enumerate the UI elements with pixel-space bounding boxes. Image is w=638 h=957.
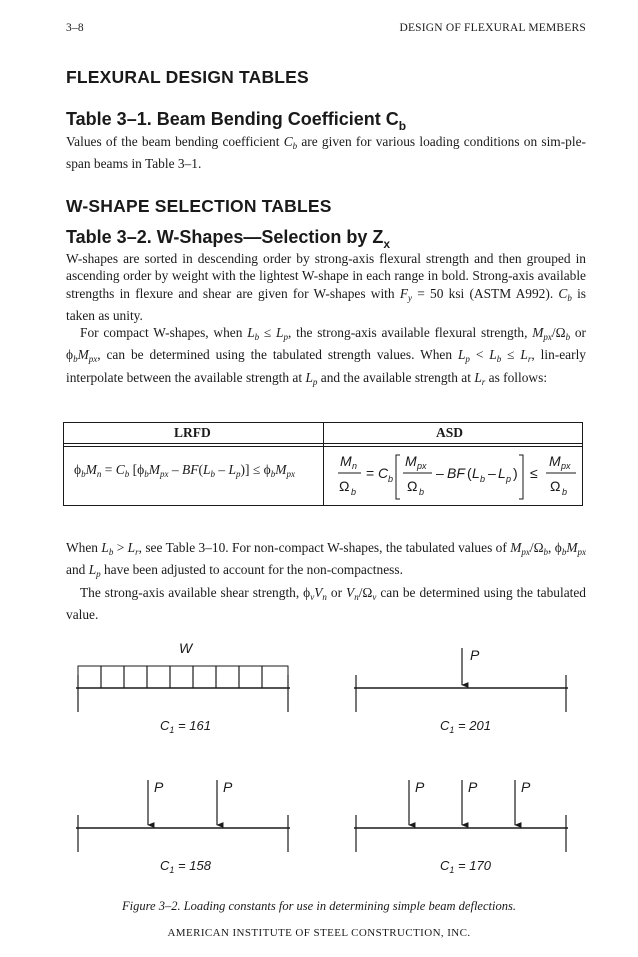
publisher-footer: AMERICAN INSTITUTE OF STEEL CONSTRUCTION, INC. — [167, 927, 471, 939]
svg-text:M: M — [549, 453, 561, 469]
svg-text:b: b — [562, 487, 568, 497]
load-label-p: P — [415, 779, 425, 795]
svg-text:n: n — [352, 461, 358, 471]
load-label-p: P — [470, 647, 480, 663]
svg-text:px: px — [561, 461, 571, 471]
table-3-1-description: Values of the beam bending coefficient $C_b$ are given for various loading conditions on sim-ple-span beams in Table 3–1. — [66, 134, 586, 172]
svg-text:=: = — [366, 465, 375, 481]
svg-text:≤: ≤ — [530, 465, 538, 481]
load-label-p: P — [223, 779, 233, 795]
svg-text:C: C — [378, 465, 389, 481]
p4-text-c: , — [548, 540, 555, 555]
svg-text:b: b — [480, 474, 486, 484]
p3-text-d: , can be determined using the tabulated strength values. When — [97, 347, 458, 363]
table-3-2-title-sub: x — [383, 237, 391, 251]
p3-text-b: , the strong-axis available flexural strength, — [287, 325, 533, 341]
p3-text-g: as follows: — [485, 369, 548, 385]
p3-text-e: , lin-early interpolate between the available strength at — [66, 347, 587, 385]
lrfd-header: LRFD — [174, 425, 211, 440]
p4-text-b: , see Table 3–10. For non-compact W-shapes, the tabulated values of — [138, 540, 511, 555]
coefficient-label: $C_1 = 161$ — [160, 718, 211, 735]
p5-text-a: The strong-axis available shear strength, — [80, 584, 304, 600]
svg-text:M: M — [340, 453, 352, 469]
lrfd-asd-equation-table — [63, 422, 583, 506]
running-title: DESIGN OF FLEXURAL MEMBERS — [399, 22, 586, 34]
w-shape-selection-heading: W-SHAPE SELECTION TABLES — [66, 196, 332, 216]
p3-text-a: For compact W-shapes, when — [80, 325, 248, 341]
p2-text-b: = 50 ksi (ASTM A992). — [412, 285, 559, 301]
two-point-loads-diagram — [76, 780, 290, 852]
p1-text-a: Values of the beam bending coefficient — [66, 134, 284, 149]
svg-text:Ω: Ω — [550, 478, 561, 494]
load-label-p: P — [521, 779, 531, 795]
table-3-2-title — [66, 227, 390, 251]
uniform-load-diagram — [76, 666, 290, 712]
svg-text:Ω: Ω — [339, 478, 350, 494]
p4-text-a: When — [66, 540, 102, 555]
svg-text:px: px — [417, 461, 427, 471]
load-label-w: W — [179, 640, 193, 656]
svg-text:BF: BF — [447, 465, 465, 481]
p3-text-c: or — [570, 325, 586, 341]
figure-caption: Figure 3–2. Loading constants for use in determining simple beam deflections. — [122, 899, 516, 913]
svg-text:–: – — [436, 465, 444, 481]
table-3-2-title-text: Table 3–2. W-Shapes—Selection by Z — [66, 227, 384, 247]
svg-text:–: – — [488, 465, 496, 481]
svg-text:Ω: Ω — [407, 478, 418, 494]
lrfd-equation: $\phi_bM_n = C_b$ $[\phi_bM_{px} - BF(L_b - L_p)] \le \phi_bM_{px}$ — [74, 462, 296, 479]
load-label-p: P — [468, 779, 478, 795]
svg-text:L: L — [498, 465, 506, 481]
p1-text-b: are given for various loading conditions on sim-ple-span beams in Table 3–1. — [66, 134, 586, 172]
table-3-1-title-sub: b — [398, 119, 407, 133]
table-3-2-description: W-shapes are sorted in descending order by strong-axis flexural strength and then grouped in ascending order by weight with the lightest W-shape in each range in bold. Strong-axis available strengths in flexure and shear are given for W-shapes with $F_y = 50$ ksi (ASTM A992). $C_b$ is taken as unity. For compact W-shapes, when $L_b \le L_p$, the strong-axis available flexural strength, $M_{px}/\Omega_b$ or $\phi_bM_{px}$, can be determined using the tabulated strength values. When $L_p < L_b \le L_r$, lin-early interpolate between the available strength at $L_p$ and the available strength at $L_r$ as follows: — [66, 251, 587, 387]
figure-3-2-diagrams — [0, 630, 638, 895]
table-3-1-title — [66, 109, 406, 133]
svg-text:(: ( — [467, 465, 472, 481]
load-label-p: P — [154, 779, 164, 795]
page-number: 3–8 — [66, 22, 84, 34]
p3-text-f: and the available strength at — [317, 369, 475, 385]
svg-text:b: b — [419, 487, 425, 497]
p2-text-c: is taken as unity. — [66, 285, 586, 323]
svg-text:L: L — [472, 465, 480, 481]
asd-header: ASD — [436, 425, 464, 440]
svg-text:p: p — [506, 474, 512, 484]
svg-text:b: b — [388, 474, 394, 484]
coefficient-label: $C_1 = 201$ — [440, 718, 491, 735]
svg-text:M: M — [405, 453, 417, 469]
three-point-loads-diagram — [354, 780, 568, 852]
p5-text-b: or — [326, 584, 346, 600]
p4-text-e: have been adjusted to account for the non-compactness. — [100, 562, 403, 578]
p2-text-a: W-shapes are sorted in descending order by strong-axis flexural strength and then grouped in ascending order by weight with the lightest W-shape in each range in bold. Strong-axis available strengths in flexure and shear are given for W-shapes with — [66, 251, 586, 301]
p4-text-d: and — [66, 562, 89, 578]
asd-equation — [326, 447, 582, 505]
central-point-load-diagram — [354, 648, 568, 712]
coefficient-label: $C_1 = 170$ — [440, 858, 491, 875]
p5-text-c: can be determined using the tabulated value. — [66, 584, 586, 622]
non-compact-description: When $L_b > L_r$, see Table 3–10. For non-compact W-shapes, the tabulated values of $M_{px}/\Omega_b$, $\phi_bM_{px}$ and $L_p$ have been adjusted to account for the non-compactness. The strong-axis available shear strength, $\phi_vV_n$ or $V_n/\Omega_v$ can be determined using the tabulated value. — [66, 540, 586, 622]
flexural-design-tables-heading: FLEXURAL DESIGN TABLES — [66, 67, 309, 87]
svg-text:): ) — [513, 465, 518, 481]
table-3-1-title-text: Table 3–1. Beam Bending Coefficient C — [66, 109, 399, 129]
svg-text:b: b — [351, 487, 357, 497]
coefficient-label: $C_1 = 158$ — [160, 858, 211, 875]
